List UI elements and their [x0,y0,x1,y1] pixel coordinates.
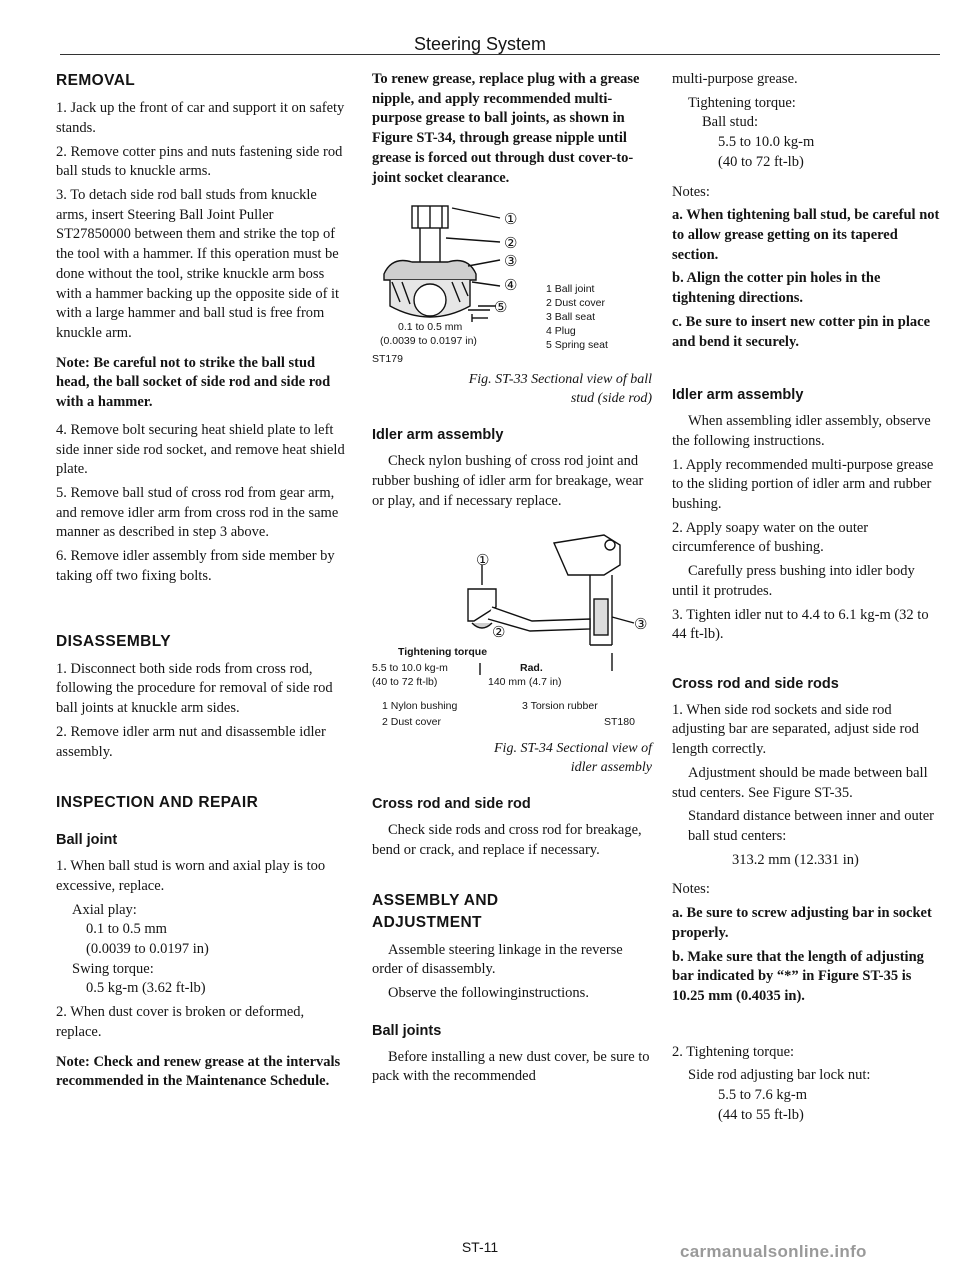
fig34-torque-kgm: 5.5 to 10.0 kg-m [372,662,448,675]
crossrod-check-text: Check side rods and cross rod for breakage, bend or crack, and replace if necessary. [372,822,642,858]
ball-joint-step-2: 2. When dust cover is broken or deformed, replace. [56,1004,305,1040]
fig33-caption-line-1: Fig. ST-33 Sectional view of ball [468,372,652,388]
ball-joint-step-1: 1. When ball stud is worn and axial play is too excessive, replace. [56,858,326,894]
removal-step-1: 1. Jack up the front of car and support it on safety stands. [56,100,345,136]
fig34-torque-label: Tightening torque [398,646,488,659]
fig34-torque-ftlb: (40 to 72 ft-lb) [372,676,438,689]
fig34-legend-2: 2 Dust cover [382,716,441,729]
axial-play-value-mm: 0.1 to 0.5 mm [86,921,167,938]
assembly-heading-line-1: ASSEMBLY AND [372,892,499,910]
note2-a: a. Be sure to screw adjusting bar in socket properly. [672,905,932,941]
disassembly-step-2: 2. Remove idler arm nut and disassemble idler assembly. [56,723,326,760]
running-title: Steering System [413,34,547,54]
crossrod-check-heading: Cross rod and side rod [372,796,531,813]
standard-distance-value: 313.2 mm (12.331 in) [732,851,859,868]
idler-assembly-heading: Idler arm assembly [672,387,804,404]
fig34-caption-line-2: idler assembly [570,760,652,776]
fig34-legend [372,699,652,735]
removal-step-5: 5. Remove ball stud of cross rod from gear arm, and remove idler arm from cross rod in the same manner as described in step 3 above. [56,485,339,541]
crossrod-step-2: 2. Tightening torque: [672,1043,795,1060]
swing-torque-value: 0.5 kg-m (3.62 ft-lb) [86,980,206,997]
torque-item: Ball stud: [702,114,758,131]
inspection-note: Note: Check and renew grease at the intervals recommended in the Maintenance Schedule. [56,1053,341,1090]
axial-play-spec [56,901,352,1000]
axial-play-value-in: (0.0039 to 0.0197 in) [86,940,209,957]
removal-step-2: 2. Remove cotter pins and nuts fastening side rod ball studs to knuckle arms. [56,143,343,180]
idler-check-text: Check nylon bushing of cross rod joint and rubber bushing of idler arm for breakage, wear or play, and if necessary replace. [372,453,644,509]
fig33-caption-line-2: stud (side rod) [570,391,652,407]
removal-heading: REMOVAL [56,72,136,89]
column-right [672,70,940,1130]
page-number: ST-11 [461,1239,499,1255]
fig34-legend-1: 1 Nylon bushing [382,700,458,713]
fig33-callout-4: ④ [504,277,518,295]
standard-distance-label: Standard distance between inner and outer ball stud centers: [688,808,935,844]
removal-step-4: 4. Remove bolt securing heat shield plate to left side inner side rod socket, and remove heat shield plate. [56,421,345,478]
fig33-legend-3: 3 Ball seat [546,311,596,324]
ball-joints-assembly-heading: Ball joints [372,1022,442,1039]
idler-check-heading: Idler arm assembly [372,427,504,444]
crossrod-assembly-heading: Cross rod and side rods [672,675,839,692]
grease-continued: multi-purpose grease. [672,71,798,87]
watermark: carmanualsonline.info [680,1242,867,1261]
fig33-caption [372,370,652,408]
notes2-label: Notes: [672,881,710,898]
fig33-callout-3: ③ [504,253,518,271]
ball-joint-heading: Ball joint [56,832,118,849]
lock-nut-value-ftlb: (44 to 55 ft-lb) [718,1106,804,1123]
ball-stud-torque-spec [672,94,940,173]
column-middle [372,70,652,1091]
lock-nut-item: Side rod adjusting bar lock nut: [688,1067,871,1084]
fig33-callout-2: ② [504,235,518,253]
fig34-callout-2: ② [492,624,506,642]
idler-assembly-step-3: 3. Tighten idler nut to 4.4 to 6.1 kg-m (32 to 44 ft-lb). [672,606,929,643]
notes-label: Notes: [672,183,710,200]
fig33-legend-5: 5 Spring seat [546,339,608,352]
assembly-text-1: Assemble steering linkage in the reverse order of disassembly. [372,941,623,978]
figure-st34 [372,525,652,693]
fig34-caption-line-1: Fig. ST-34 Sectional view of [494,741,652,757]
fig34-callout-3: ③ [634,616,648,634]
grease-intro: To renew grease, replace plug with a grease nipple, and apply recommended multi-purpose grease to ball joints, as shown in Figure ST-34, through grease nipple until grease is forced out through dust cover-to-joint socket clearance. [372,71,640,186]
idler-assembly-step-2: 2. Apply soapy water on the outer circumference of bushing. [672,519,869,556]
fig33-callout-1: ① [504,211,518,229]
disassembly-heading: DISASSEMBLY [56,632,171,650]
column-left [56,70,352,1100]
note-c: c. Be sure to insert new cotter pin in place and bend it securely. [672,313,931,350]
crossrod-step-1: 1. When side rod sockets and side rod adjusting bar are separated, adjust side rod length correctly. [672,701,919,758]
inspection-heading: INSPECTION AND REPAIR [56,794,259,812]
removal-step-6: 6. Remove idler assembly from side member by taking off two fixing bolts. [56,548,335,584]
fig34-code: ST180 [604,716,635,729]
torque-value-ftlb: (40 to 72 ft-lb) [718,153,804,170]
idler-assembly-step-1: 1. Apply recommended multi-purpose grease to the sliding portion of idler arm and rubber bushing. [672,456,934,512]
fig33-legend-4: 4 Plug [546,325,576,338]
ball-joints-assembly-text: Before installing a new dust cover, be sure to pack with the recommended [372,1048,650,1085]
fig33-code: ST179 [372,353,403,366]
disassembly-step-1: 1. Disconnect both side rods from cross rod, following the procedure for removal of side rod ball joints at knuckle arm sides. [56,660,333,717]
fig33-callout-5: ⑤ [494,299,508,317]
fig33-legend-1: 1 Ball joint [546,283,595,296]
fig33-clearance-in: (0.0039 to 0.0197 in) [380,335,477,348]
note-b: b. Align the cotter pin holes in the tightening directions. [672,270,881,307]
fig34-rad-label: Rad. [520,662,543,675]
axial-play-label: Axial play: [72,901,137,918]
torque-value-kgm: 5.5 to 10.0 kg-m [718,134,815,151]
figure-st33 [372,196,652,366]
note-a: a. When tightening ball stud, be careful not to allow grease getting on its tapered section. [672,207,940,263]
assembly-text-2: Observe the followinginstructions. [388,985,589,1002]
assembly-heading-line-2: ADJUSTMENT [372,913,482,931]
fig33-legend-2: 2 Dust cover [546,297,605,310]
swing-torque-label: Swing torque: [72,960,154,977]
header-rule [60,54,940,55]
lock-nut-value-kgm: 5.5 to 7.6 kg-m [718,1087,808,1104]
note2-b: b. Make sure that the length of adjusting bar indicated by “*” in Figure ST-35 is 10.25 mm (0.4035 in). [672,948,924,1005]
fig34-legend-3: 3 Torsion rubber [522,700,598,713]
removal-note: Note: Be careful not to strike the ball stud head, the ball socket of side rod and side rod with a hammer. [56,354,331,411]
crossrod-step-1-continued: Adjustment should be made between ball stud centers. See Figure ST-35. [672,764,928,801]
fig34-caption [372,739,652,777]
idler-assembly-intro: When assembling idler assembly, observe the following instructions. [672,413,931,449]
torque-label: Tightening torque: [688,94,796,111]
fig34-rad-value: 140 mm (4.7 in) [488,676,562,689]
lock-nut-torque-spec [672,1066,940,1125]
fig34-callout-1: ① [476,552,490,570]
fig33-clearance-mm: 0.1 to 0.5 mm [398,321,463,334]
removal-step-3: 3. To detach side rod ball studs from knuckle arms, insert Steering Ball Joint Puller ST27850000 between them and strike the top of the tool with a hammer. If this operation must be done without the tool, strike knuckle arm boss with a hammer backing up the opposite side of it with a large hammer and ball stud is free from knuckle arm. [56,186,340,341]
idler-assembly-step-2-continued: Carefully press bushing into idler body until it protrudes. [672,563,915,599]
